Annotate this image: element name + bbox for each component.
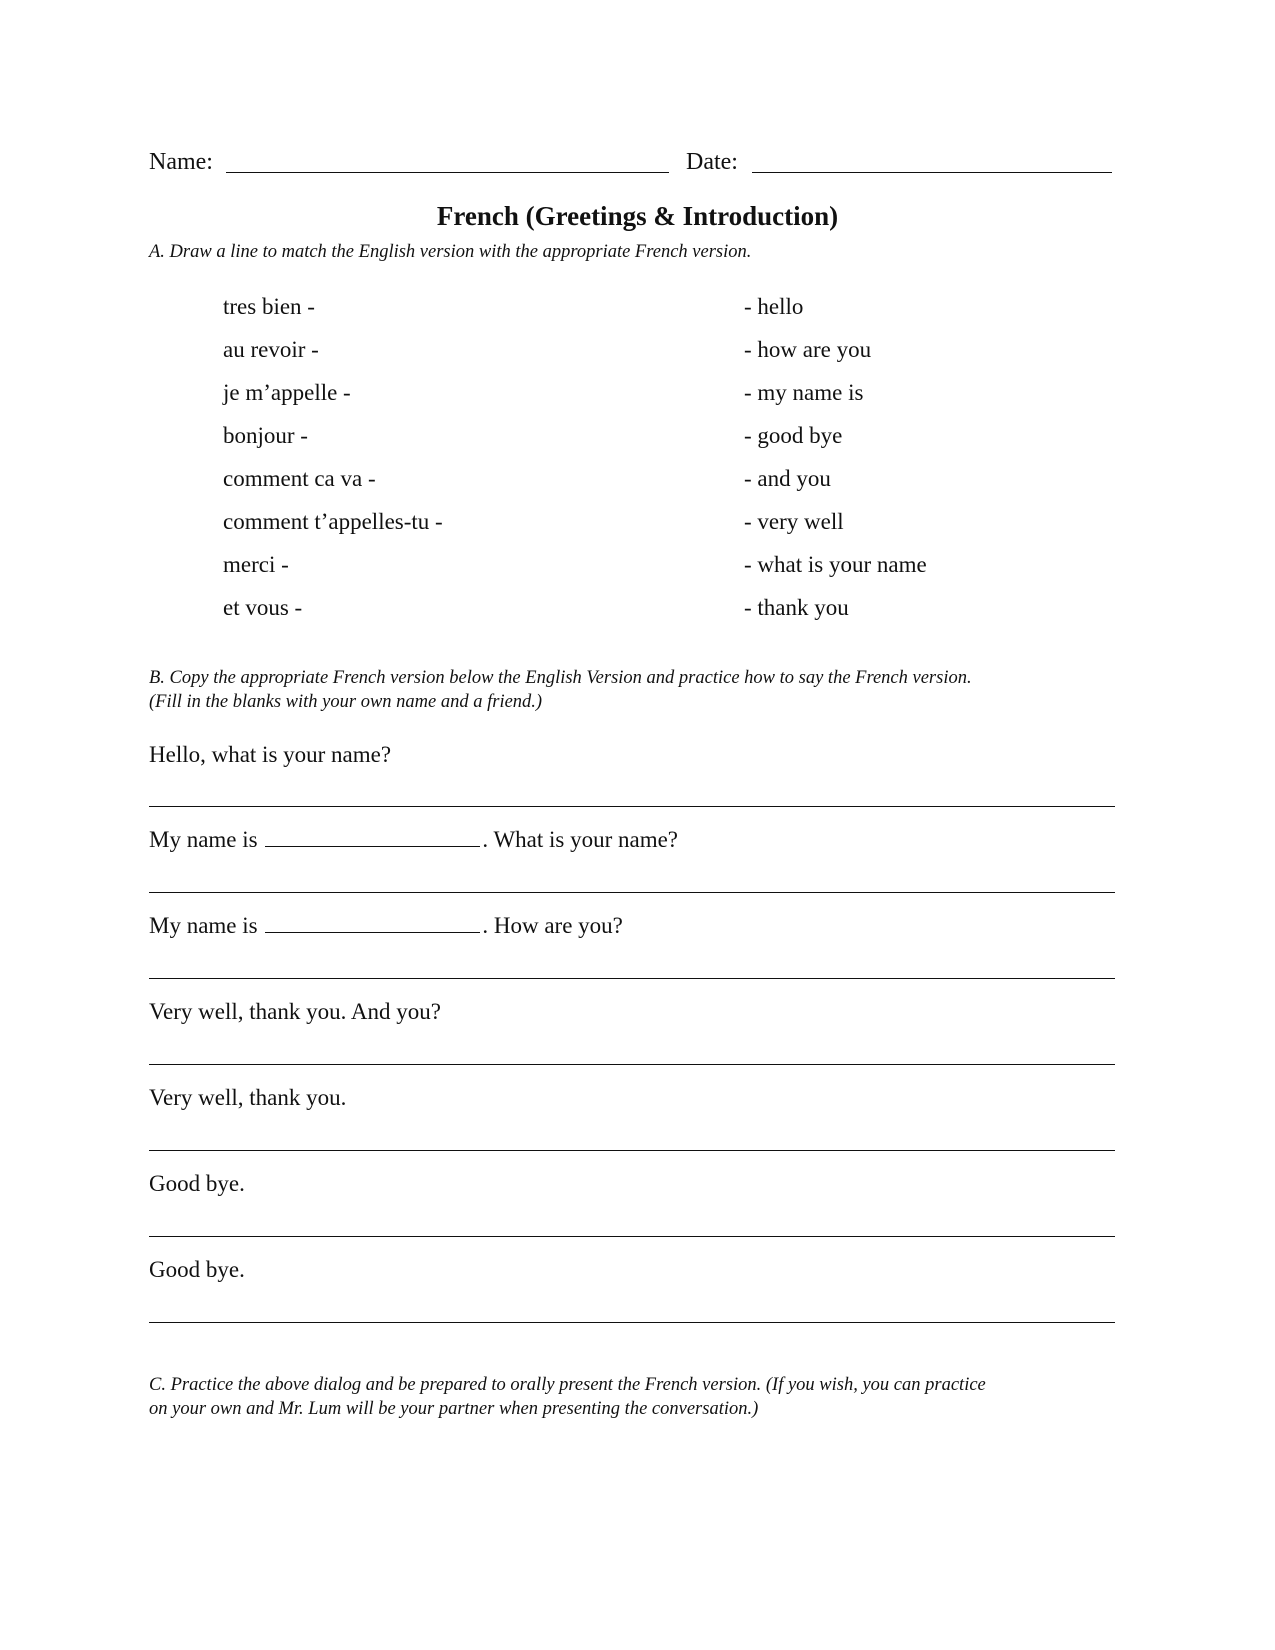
dialog-prompt xyxy=(149,1085,346,1111)
french-term: au revoir - xyxy=(223,337,319,362)
section-c-instruction: C. Practice the above dialog and be prepared to orally present the French version. (If you wish, you can practice xyxy=(149,1375,986,1395)
prompt-text: Very well, thank you. And you? xyxy=(149,999,441,1024)
section-b-instruction-note: (Fill in the blanks with your own name and a friend.) xyxy=(149,692,543,712)
name-label: Name: xyxy=(149,149,213,175)
french-term: je m’appelle - xyxy=(223,380,351,405)
prompt-text: My name is xyxy=(149,827,258,852)
english-term: - and you xyxy=(744,466,831,491)
answer-line[interactable] xyxy=(149,1236,1115,1237)
dialog-prompt xyxy=(149,1257,245,1283)
prompt-text: Good bye. xyxy=(149,1257,245,1282)
dialog-prompt xyxy=(149,999,441,1025)
name-field[interactable] xyxy=(226,172,669,173)
dialog-prompt xyxy=(149,827,678,853)
prompt-text: Hello, what is your name? xyxy=(149,742,392,767)
french-term: comment ca va - xyxy=(223,466,376,491)
prompt-text: Very well, thank you. xyxy=(149,1085,347,1110)
dialog-prompt xyxy=(149,1171,245,1197)
answer-line[interactable] xyxy=(149,806,1115,807)
date-label: Date: xyxy=(686,149,738,175)
english-term: - what is your name xyxy=(744,552,927,577)
prompt-text-after: . How are you? xyxy=(482,913,623,938)
own-name-blank[interactable] xyxy=(265,828,480,847)
answer-line[interactable] xyxy=(149,1322,1115,1323)
dialog-prompt xyxy=(149,913,623,939)
english-term: - my name is xyxy=(744,380,864,405)
french-term: et vous - xyxy=(223,595,303,620)
worksheet-title: French (Greetings & Introduction) xyxy=(436,201,839,231)
french-term: comment t’appelles-tu - xyxy=(223,509,443,534)
dialog-prompt xyxy=(149,742,391,768)
answer-line[interactable] xyxy=(149,1064,1115,1065)
answer-line[interactable] xyxy=(149,892,1115,893)
friend-name-blank[interactable] xyxy=(265,914,480,933)
answer-line[interactable] xyxy=(149,978,1115,979)
french-term: bonjour - xyxy=(223,423,308,448)
prompt-text: Good bye. xyxy=(149,1171,245,1196)
date-field[interactable] xyxy=(752,172,1112,173)
english-term: - how are you xyxy=(744,337,872,362)
english-term: - very well xyxy=(744,509,844,534)
prompt-text-after: . What is your name? xyxy=(482,827,679,852)
english-term: - thank you xyxy=(744,595,849,620)
section-b-instruction: B. Copy the appropriate French version below the English Version and practice how to say the French version. xyxy=(149,668,972,688)
section-a-instruction: A. Draw a line to match the English version with the appropriate French version. xyxy=(149,242,752,262)
english-term: - good bye xyxy=(744,423,843,448)
english-term: - hello xyxy=(744,294,804,319)
french-term: merci - xyxy=(223,552,289,577)
prompt-text: My name is xyxy=(149,913,258,938)
section-c-instruction-cont: on your own and Mr. Lum will be your partner when presenting the conversation.) xyxy=(149,1399,759,1419)
french-term: tres bien - xyxy=(223,294,315,319)
answer-line[interactable] xyxy=(149,1150,1115,1151)
